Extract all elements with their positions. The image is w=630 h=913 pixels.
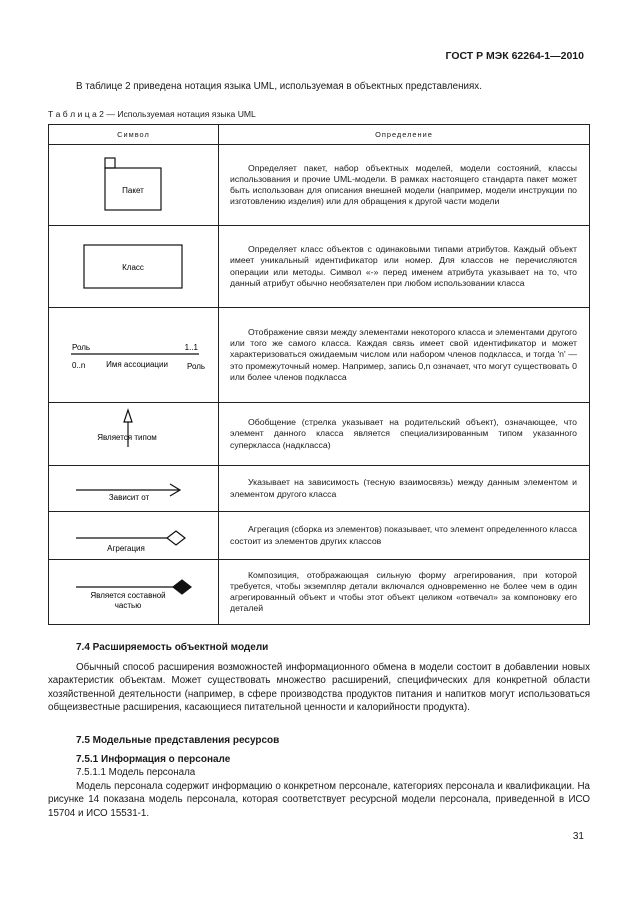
definition-cell: Композиция, отображающая сильную форму агрегирования, при которой требуется, чтобы экземпляр детали включался одновременно не более чем в один агрегированный объект и чтобы этот объект целиком «отвечал» за компоновку его деталей <box>219 560 590 625</box>
table-caption: Т а б л и ц а 2 — Используемая нотация языка UML <box>48 109 256 119</box>
definition-cell: Указывает на зависимость (тесную взаимосвязь) между данным элементом и элементом другого класса <box>219 466 590 512</box>
table-row <box>49 560 590 625</box>
generalization-label: Является типом <box>97 433 157 442</box>
multiplicity-left-label: 0..n <box>72 361 86 370</box>
aggregation-symbol <box>49 512 216 559</box>
table-row <box>49 145 590 226</box>
symbol-cell <box>49 512 219 560</box>
class-symbol <box>49 226 216 307</box>
composition-label-line1: Является составной <box>90 591 166 600</box>
uml-notation-table <box>48 124 590 625</box>
symbol-cell <box>49 466 219 512</box>
table-row <box>49 308 590 403</box>
symbol-cell <box>49 226 219 308</box>
definition-cell: Определяет класс объектов с одинаковыми типами атрибутов. Каждый объект имеет уникальный идентификатор или номер. Для классов не перечисляются операции или методы. Символ «-» перед именем атрибута указывает на то, что данный атрибут обычно необязателен при любом использовании класса <box>219 226 590 308</box>
table-row <box>49 466 590 512</box>
aggregation-label: Агрегация <box>107 544 145 553</box>
intro-paragraph: В таблице 2 приведена нотация языка UML, используемая в объектных представлениях. <box>76 81 482 92</box>
section-7-5-1-1-heading: 7.5.1.1 Модель персонала <box>76 767 196 778</box>
table-row <box>49 512 590 560</box>
section-7-5 <box>48 734 590 820</box>
table-row <box>49 403 590 466</box>
symbol-cell <box>49 560 219 625</box>
symbol-cell <box>49 403 219 466</box>
section-7-4 <box>48 641 590 715</box>
definition-cell: Определяет пакет, набор объектных моделей, модели состояний, классы использования и прочие UML-модели. В рамках настоящего стандарта пакет может быть использован для описания внешней модели (например, модели инструкции по изготовлению изделия) или для обращения к другой части модели <box>219 145 590 226</box>
symbol-cell <box>49 145 219 226</box>
section-7-4-heading: 7.4 Расширяемость объектной модели <box>76 642 269 653</box>
composition-symbol <box>49 560 216 624</box>
association-name-label: Имя ассоциации <box>106 360 168 369</box>
section-7-5-heading: 7.5 Модельные представления ресурсов <box>76 735 280 746</box>
table-header-row <box>49 125 590 145</box>
multiplicity-right-label: 1..1 <box>184 343 198 352</box>
section-7-5-1-heading: 7.5.1 Информация о персонале <box>76 753 231 765</box>
generalization-symbol <box>49 403 216 465</box>
dependency-label: Зависит от <box>108 493 150 502</box>
package-symbol <box>49 145 216 225</box>
column-header-symbol: Символ <box>49 125 219 145</box>
dependency-symbol <box>49 466 216 511</box>
column-header-definition: Определение <box>219 125 590 145</box>
table-row <box>49 226 590 308</box>
section-7-5-1-1-text: Модель персонала содержит информацию о конкретном персонале, категориях персонала и квалификации. На рисунке 14 показана модель персонала, которая соответствует ресурсной модели персонала, приведенной в ИСО 15704 и ИСО 15531-1. <box>48 780 590 819</box>
role-left-label: Роль <box>72 343 91 352</box>
symbol-cell <box>49 308 219 403</box>
class-label: Класс <box>122 263 144 272</box>
definition-cell: Агрегация (сборка из элементов) показывает, что элемент определенного класса состоит из элементов других классов <box>219 512 590 560</box>
page-number: 31 <box>572 831 584 842</box>
standard-header: ГОСТ Р МЭК 62264-1—2010 <box>445 50 584 62</box>
role-right-label: Роль <box>186 362 206 371</box>
definition-cell: Отображение связи между элементами некоторого класса и элементами другого или того же самого класса. Каждая связь имеет свой идентификатор и может характеризоваться ожидаемым числом или набором членов подкласса, и тогда 'n' — это промежуточный номер. Например, запись 0,n означает, что могут существовать 0 или более членов подкласса <box>219 308 590 403</box>
composition-label-line2: частью <box>114 601 142 610</box>
definition-cell: Обобщение (стрелка указывает на родительский объект), означающее, что элемент данного класса является специализированным типом указанного суперкласса (надкласса) <box>219 403 590 466</box>
package-label: Пакет <box>122 186 144 195</box>
section-7-4-text: Обычный способ расширения возможностей информационного обмена в модели состоит в добавлении новых характеристик объектам. Может существовать множество расширений, специфических для конкретной области хозяйственной деятельности (например, в сфере производства продуктов питания и напитков могут использоваться общеизвестные расширения, касающиеся питательной ценности и калорийности продукта). <box>48 661 590 713</box>
association-symbol <box>49 308 216 402</box>
